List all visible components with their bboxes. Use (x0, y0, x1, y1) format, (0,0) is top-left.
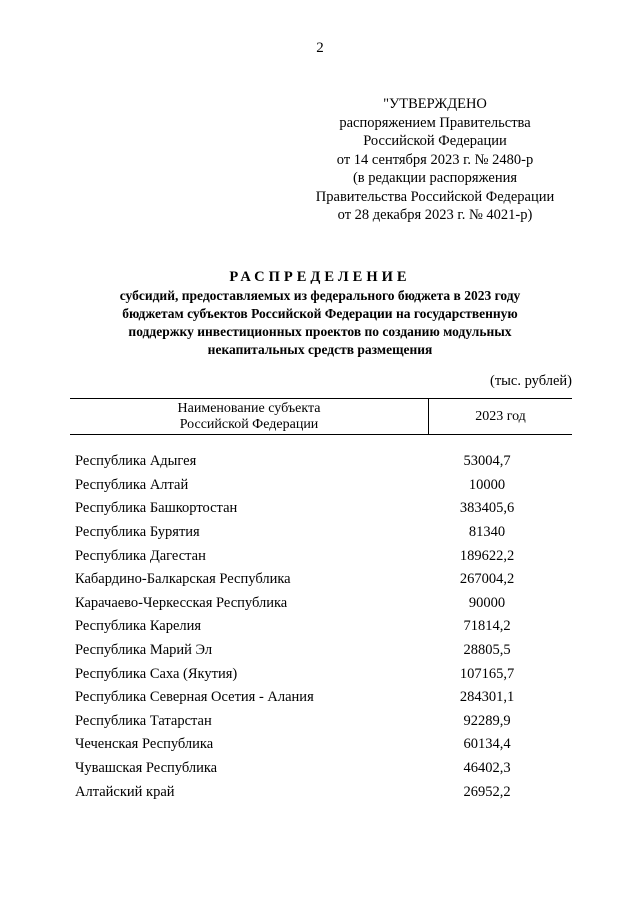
table-row (75, 592, 565, 616)
approval-line: от 28 декабря 2023 г. № 4021-р) (337, 207, 533, 223)
row-amount: 53004,7 (463, 453, 511, 470)
row-subject-name: Карачаево-Черкесская Республика (75, 594, 288, 611)
row-subject-name: Республика Бурятия (75, 524, 200, 541)
approval-line: Правительства Российской Федерации (315, 188, 555, 205)
approval-block (300, 95, 570, 225)
table-row (75, 615, 565, 639)
row-subject-name: Чувашская Республика (75, 760, 218, 777)
approval-line: распоряжением Правительства (339, 114, 531, 131)
subtitle-line: субсидий, предоставляемых из федерального бюджета в 2023 году (119, 288, 521, 303)
subtitle-line: некапитальных средств размещения (207, 342, 433, 357)
row-amount: 107165,7 (459, 665, 515, 682)
row-subject-name: Республика Алтай (75, 476, 189, 493)
table-row (75, 568, 565, 592)
title-heading: РАСПРЕДЕЛЕНИЕ (229, 269, 411, 285)
row-subject-name: Республика Саха (Якутия) (75, 665, 238, 682)
page-number: 2 (316, 40, 324, 56)
table-row (75, 544, 565, 568)
row-subject-name: Республика Карелия (75, 618, 202, 635)
row-amount: 189622,2 (459, 547, 515, 564)
header-subject-name (70, 399, 429, 434)
table-row (75, 757, 565, 781)
table-body (75, 450, 565, 804)
document-title (60, 267, 580, 359)
approval-line: от 14 сентября 2023 г. № 2480-р (336, 151, 534, 168)
table-row (75, 474, 565, 498)
row-amount: 60134,4 (463, 736, 511, 753)
units-label: (тыс. рублей) (490, 373, 572, 389)
subtitle-line: бюджетам субъектов Российской Федерации на государственную (122, 306, 518, 321)
row-subject-name: Кабардино-Балкарская Республика (75, 571, 291, 588)
table-row (75, 521, 565, 545)
row-amount: 90000 (468, 594, 506, 611)
table-header (70, 398, 572, 435)
header-year: 2023 год (475, 408, 526, 424)
table-row (75, 639, 565, 663)
row-amount: 81340 (468, 524, 506, 541)
row-amount: 46402,3 (463, 760, 511, 777)
row-amount: 284301,1 (459, 689, 515, 706)
row-amount: 26952,2 (463, 783, 511, 800)
table-row (75, 710, 565, 734)
title-subtitle (60, 287, 580, 359)
row-subject-name: Республика Татарстан (75, 712, 212, 729)
row-subject-name: Республика Башкортостан (75, 500, 238, 517)
approval-line: Российской Федерации (363, 133, 507, 149)
row-subject-name: Алтайский край (75, 783, 175, 800)
table-row (75, 662, 565, 686)
approval-line: (в редакции распоряжения (352, 170, 518, 186)
table-row (75, 780, 565, 804)
subtitle-line: поддержку инвестиционных проектов по созданию модульных (128, 324, 512, 339)
header-subject-line: Российской Федерации (179, 416, 319, 432)
row-amount: 267004,2 (459, 571, 515, 588)
table-row (75, 450, 565, 474)
row-amount: 383405,6 (459, 500, 515, 517)
row-amount: 71814,2 (463, 618, 511, 635)
row-amount: 28805,5 (463, 642, 511, 659)
row-subject-name: Республика Северная Осетия - Алания (75, 689, 314, 706)
table-row (75, 497, 565, 521)
row-subject-name: Чеченская Республика (75, 736, 214, 753)
row-subject-name: Республика Адыгея (75, 453, 197, 470)
header-subject-line: Наименование субъекта (177, 400, 321, 416)
row-subject-name: Республика Марий Эл (75, 642, 213, 659)
table-row (75, 733, 565, 757)
row-amount: 92289,9 (463, 712, 511, 729)
row-amount: 10000 (468, 476, 506, 493)
approval-line: "УТВЕРЖДЕНО (383, 96, 487, 112)
row-subject-name: Республика Дагестан (75, 547, 206, 564)
table-row (75, 686, 565, 710)
